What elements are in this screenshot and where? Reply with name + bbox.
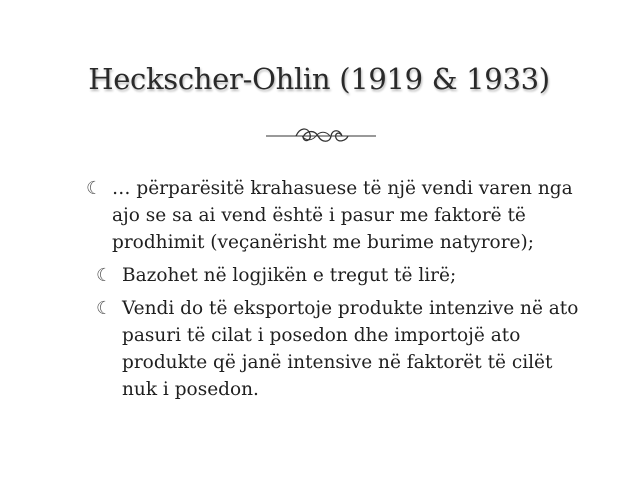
bullet-ornament-icon: ☾: [96, 298, 113, 319]
ornament-divider-icon: [266, 123, 376, 149]
bullet-item: [96, 295, 586, 403]
slide-title: Heckscher-Ohlin (1919 & 1933): [88, 62, 550, 96]
bullet-text: Bazohet në logjikën e tregut të lirë;: [122, 265, 457, 286]
bullet-text: Vendi do të eksportoje produkte intenzive në ato pasuri të cilat i posedon dhe importojë ato produkte që janë intensive në faktorët të cilët nuk i posedon.: [122, 298, 579, 400]
bullet-text: … përparësitë krahasuese të një vendi varen nga ajo se sa ai vend është i pasur me faktorë të prodhimit (veçanërisht me burime natyrore);: [112, 178, 573, 253]
bullet-ornament-icon: ☾: [96, 265, 113, 286]
bullet-ornament-icon: ☾: [86, 178, 103, 199]
bullet-list: [86, 175, 586, 409]
bullet-item: [86, 175, 586, 256]
bullet-item: [96, 262, 586, 289]
